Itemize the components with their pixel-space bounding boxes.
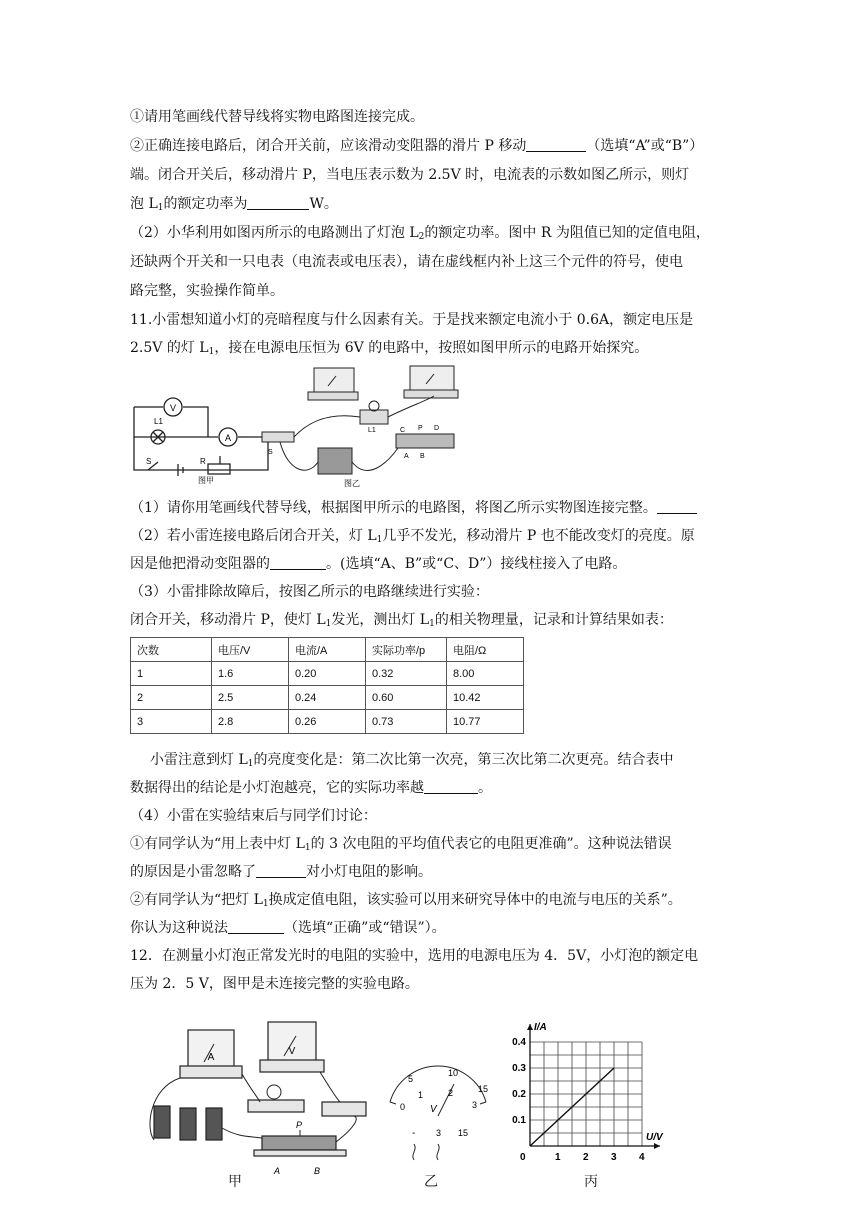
table-cell: 0.32 [366,662,447,686]
x-tick-label: 0 [520,1152,526,1163]
x-tick-label: 4 [639,1152,645,1163]
table-cell: 3 [131,710,212,734]
y-tick-label: 0.3 [512,1063,526,1074]
text-line: ①有同学认为“用上表中灯 $L_1$的 3 次电阻的平均值代表它的电阻更准确”。这种说法错误 [130,836,672,853]
table-row [131,710,524,734]
table-cell: 0.20 [289,662,366,686]
x-tick-label: 1 [555,1152,561,1163]
text-line: 小雷注意到灯 $L_1$的亮度变化是：第二次比第一次亮，第三次比第二次更亮。结合表中 [150,752,674,769]
text-line: 路完整，实验操作简单。 [130,283,284,299]
table-cell: 0.60 [366,686,447,710]
text-line: ②正确连接电路后，闭合开关前，应该滑动变阻器的滑片 P 移动 （选填“A”或“B”） [130,138,704,154]
dial-inner-3: 3 [472,1100,478,1110]
table-header: 次数 [131,638,212,662]
caption-yi: 乙 [424,1174,438,1190]
x-axis-arrow-icon [654,1143,660,1149]
answer-blank [247,195,309,210]
data-table [130,637,524,734]
dial-inner-1: 1 [418,1090,424,1100]
text-line: 因是他把滑动变阻器的 。(选填“A、B”或“C、D”）接线柱接入了电路。 [130,556,627,572]
lamp-label-yi: L1 [368,427,376,434]
table-cell: 0.24 [289,686,366,710]
text-line: （1）请你用笔画线代替导线，根据图甲所示的电路图，将图乙所示实物图连接完整。 [130,497,697,519]
dial-unit: V [430,1104,437,1115]
text-line: 数据得出的结论是小灯泡越亮，它的实际功率越 。 [130,780,492,796]
voltmeter-dial-yi [378,1060,496,1170]
text-line: 端。闭合开关后，移动滑片 P，当电压表示数为 2.5V 时，电流表的示数如图乙所示，则灯 [130,167,690,183]
y-tick-label: 0.1 [512,1115,526,1126]
x-axis-label: U/V [646,1132,663,1143]
table-cell: 2 [131,686,212,710]
table-cell: 10.42 [447,686,524,710]
text-line: （2）小华利用如图丙所示的电路测出了灯泡 $L_2$的额定功率。图中 R 为阻值已知的定值电阻， [130,225,710,242]
terminal-a-label: A [404,453,409,460]
table-header: 电流/A [289,638,366,662]
text-line: （3）小雷排除故障后，按图乙所示的电路继续进行实验： [130,584,489,600]
text-line: 泡 $L_1$的额定功率为 W。 [130,196,338,213]
text-line: 还缺两个开关和一只电表（电流表或电压表），请在虚线框内补上这三个元件的符号，使电 [130,254,683,270]
y-axis-arrow-icon [527,1024,533,1030]
table-cell: 2.8 [212,710,289,734]
table-cell: 1 [131,662,212,686]
y-axis-label: I/A [534,1022,547,1033]
table-cell: 0.73 [366,710,447,734]
ammeter-symbol: A [224,433,232,443]
iu-graph-bing [502,1020,666,1170]
dial-outer-5: 5 [408,1074,414,1084]
text-line: 压为 2．5 V，图甲是未连接完整的实验电路。 [130,976,419,992]
answer-blank [657,499,697,514]
table-cell: 10.77 [447,710,524,734]
circuit-figure-top [128,362,468,490]
caption-jia: 甲 [228,1174,242,1190]
terminal-15: 15 [458,1128,469,1138]
table-row [131,686,524,710]
answer-blank [228,919,284,934]
switch-label-yi: S [268,449,273,456]
lamp-label: L1 [154,417,163,426]
table-header: 电阻/Ω [447,638,524,662]
text-line: （4）小雷在实验结束后与同学们讨论： [130,808,377,824]
rheostat-label: R [200,457,206,466]
table-cell: 0.26 [289,710,366,734]
table-cell: 1.6 [212,662,289,686]
caption-bing: 丙 [584,1174,598,1190]
slider-p-label: P [418,425,423,432]
text-line: 2.5V 的灯 $L_1$，接在电源电压恒为 6V 的电路中，按照如图甲所示的电路开始探究。 [130,340,649,357]
x-tick-label: 3 [611,1152,617,1163]
terminal-a-label: A [274,1166,281,1176]
caption-yi-top: 图乙 [344,479,360,488]
table-cell: 2.5 [212,686,289,710]
answer-blank [424,779,478,794]
switch-label: S [146,457,152,466]
text-line: ①请用笔画线代替导线将实物电路图连接完成。 [130,109,424,125]
terminal-3: 3 [436,1128,442,1138]
slider-p-label: P [296,1120,303,1130]
text-line: 你认为这种说法 （选填“正确”或“错误”）。 [130,920,446,936]
dial-outer-15: 15 [478,1084,489,1094]
dial-inner-0: 0 [400,1102,406,1112]
terminal-d-label: D [434,425,440,432]
text-line: 11.小雷想知道小灯的亮暗程度与什么因素有关。于是找来额定电流小于 0.6A，额定电压是 [130,312,694,328]
text-line: 的原因是小雷忽略了 对小灯电阻的影响。 [130,864,432,880]
text-line: 闭合开关，移动滑片 P，使灯 $L_1$发光，测出灯 $L_1$的相关物理量，记录和计算结果如表： [130,612,673,629]
table-header: 电压/V [212,638,289,662]
dial-inner-2: 2 [448,1088,454,1098]
text-line: （2）若小雷连接电路后闭合开关，灯 $L_1$几乎不发光，移动滑片 P 也不能改变灯的亮度。原 [130,528,695,545]
terminal-c-label: C [400,427,406,434]
caption-jia-top: 图甲 [198,476,214,485]
y-tick-label: 0.2 [512,1089,526,1100]
dial-outer-10: 10 [448,1068,459,1078]
table-cell: 8.00 [447,662,524,686]
ammeter-symbol: A [207,1052,215,1063]
table-row [131,662,524,686]
terminal-b-label: B [420,453,425,460]
terminal-b-label: B [314,1166,321,1176]
apparatus-figure-jia [140,1018,380,1190]
voltmeter-symbol: V [169,403,177,413]
text-line: 12．在测量小灯泡正常发光时的电阻的实验中，选用的电源电压为 4．5V，小灯泡的额定电 [130,948,699,964]
answer-blank [270,555,326,570]
table-header: 实际功率/p [366,638,447,662]
terminal-minus: - [412,1128,416,1139]
answer-blank [256,863,306,878]
table-header-row [131,638,524,662]
y-tick-label: 0.4 [512,1037,526,1048]
answer-blank [526,137,586,152]
text-line: ②有同学认为“把灯 $L_1$换成定值电阻，该实验可以用来研究导体中的电流与电压的关系”。 [130,892,682,909]
x-tick-label: 2 [583,1152,589,1163]
voltmeter-symbol: V [288,1046,296,1057]
